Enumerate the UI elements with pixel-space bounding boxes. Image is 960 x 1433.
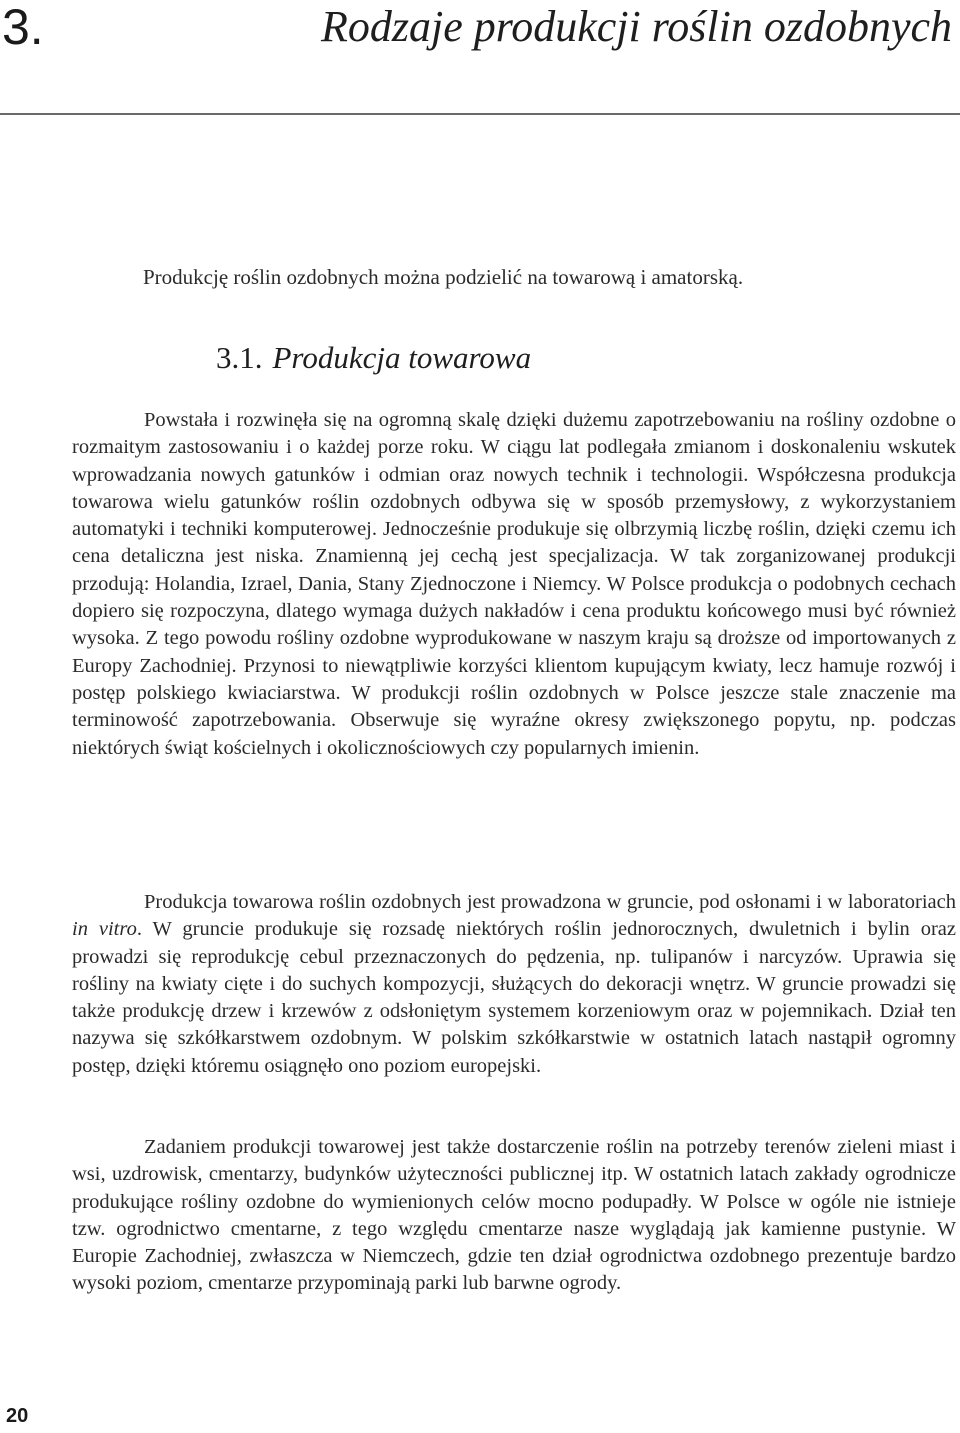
paragraph-1: Powstała i rozwinęła się na ogromną skalę dzięki dużemu zapotrzebowaniu na rośliny ozdobne o rozmaitym zastosowaniu i o każdej porze roku. W ciągu lat podlegała zmianom i doskonaleniu wskutek wprowadzania nowych gatunków i odmian oraz nowych technik i technologii. Współczesna produkcja towarowa wielu gatunków roślin ozdobnych odbywa się w sposób przemysłowy, z wykorzystaniem automatyki i techniki komputerowej. Jednocześnie produkuje się olbrzymią liczbę roślin, dzięki czemu ich cena detaliczna jest niska. Znamienną jej cechą jest specjalizacja. W tak zorganizowanej produkcji przodują: Holandia, Izrael, Dania, Stany Zjednoczone i Niemcy. W Polsce produkcja o podobnych cechach dopiero się rozpoczyna, dlatego wymaga dużych nakładów i cena produktu końcowego musi być również wysoka. Z tego powodu rośliny ozdobne wyprodukowane w naszym kraju są droższe od importowanych z Europy Zachodniej. Przynosi to niewątpliwie korzyści klientom kupującym kwiaty, lecz hamuje rozwój i postęp polskiego kwiaciarstwa. W produkcji roślin ozdobnych w Polsce jeszcze stale znaczenie ma terminowość zapotrzebowania. Obserwuje się wyraźne okresy zwiększonego popytu, np. podczas niektórych świąt kościelnych i okolicznościowych czy popularnych imienin. <box>72 409 956 759</box>
paragraph-2-text-a: Produkcja towarowa roślin ozdobnych jest prowadzona w gruncie, pod osłonami i w laboratoriach <box>144 891 956 913</box>
body-text-2 <box>72 889 956 1080</box>
chapter-title: Rodzaje produkcji roślin ozdobnych <box>321 2 952 51</box>
header-rule <box>0 113 960 115</box>
paragraph-2-italic-term: in vitro <box>72 918 137 941</box>
section-title: Produkcja towarowa <box>272 340 532 375</box>
body-text <box>72 407 956 762</box>
paragraph-3: Zadaniem produkcji towarowej jest także dostarczenie roślin na potrzeby terenów zieleni miast i wsi, uzdrowisk, cmentarzy, budynków użyteczności publicznej itp. W ostatnich latach zakłady ogrodnicze produkujące rośliny ozdobne do wymienionych celów mocno podupadły. W Polsce w ogóle nie istnieje tzw. ogrodnictwo cmentarne, z tego względu cmentarze nasze wyglądają jak kamienne pustynie. W Europie Zachodniej, zwłaszcza w Niemczech, gdzie ten dział ogrodnictwa ozdobnego prezentuje bardzo wysoki poziom, cmentarze przypominają parki lub barwne ogrody. <box>72 1136 956 1295</box>
paragraph-2-text-b: . W gruncie produkuje się rozsadę niektórych roślin jednorocznych, dwuletnich i bylin oraz prowadzi się reprodukcję cebul przeznaczonych do pędzenia, np. tulipanów i narcyzów. Uprawia się rośliny na kwiaty cięte i do suchych kompozycji, służących do dekoracji wnętrz. W gruncie prowadzi się także produkcję drzew i krzewów z odsłoniętym systemem korzeniowym oraz w pojemnikach. Dział ten nazywa się szkółkarstwem ozdobnym. W polskim szkółkarstwie w ostatnich latach nastąpił ogromny postęp, dzięki któremu osiągnęło ono poziom europejski. <box>72 918 956 1077</box>
section-number: 3.1. <box>216 340 263 375</box>
section-heading <box>216 338 531 378</box>
intro-sentence: Produkcję roślin ozdobnych można podzielić na towarową i amatorską. <box>143 265 744 289</box>
body-text-3 <box>72 1134 956 1298</box>
paragraph-2 <box>72 889 956 1080</box>
chapter-number: 3. <box>2 0 44 55</box>
page-number: 20 <box>6 1405 29 1427</box>
